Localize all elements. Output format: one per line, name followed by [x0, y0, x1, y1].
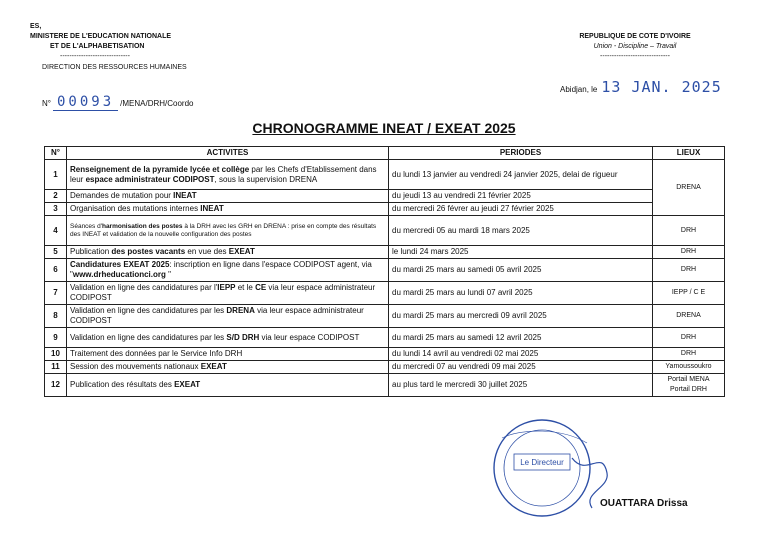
table-row — [45, 361, 725, 374]
table-row — [45, 190, 725, 203]
activity-cell-text: harmonisation des postes — [101, 222, 183, 230]
row-number: 2 — [45, 190, 67, 203]
header-activities: ACTIVITES — [67, 147, 389, 160]
row-number: 1 — [45, 160, 67, 190]
reference-suffix: /MENA/DRH/Coordo — [120, 99, 194, 108]
activity-cell-text: EXEAT — [174, 380, 201, 389]
header-left — [30, 22, 171, 62]
activity-cell — [67, 328, 389, 348]
place-cell: DRH — [653, 216, 725, 246]
table-row — [45, 160, 725, 190]
activity-cell-text: Traitement des données par le Service Info DRH — [70, 349, 243, 358]
period-cell-text: du mardi 25 mars au mercredi 09 avril 2025 — [392, 311, 547, 320]
period-cell — [389, 348, 653, 361]
table-row — [45, 348, 725, 361]
header-right — [560, 32, 710, 62]
seal-text: Le Directeur — [520, 458, 564, 467]
activity-cell-text: Validation en ligne des candidatures par les — [70, 306, 227, 315]
activity-cell — [67, 305, 389, 328]
period-cell — [389, 246, 653, 259]
header-places: LIEUX — [653, 147, 725, 160]
row-number: 3 — [45, 203, 67, 216]
period-cell-text: du mardi 25 mars au samedi 05 avril 2025 — [392, 265, 542, 274]
activity-cell — [67, 246, 389, 259]
activity-cell-text: Session des mouvements nationaux — [70, 362, 201, 371]
period-cell-text: du mardi 25 mars au samedi 12 avril 2025 — [392, 332, 542, 342]
table-row — [45, 305, 725, 328]
header-num: N° — [45, 147, 67, 160]
period-cell-text: du mardi 25 mars au lundi 07 avril 2025 — [392, 288, 533, 297]
document-title: CHRONOGRAMME INEAT / EXEAT 2025 — [252, 120, 516, 136]
activity-cell — [67, 203, 389, 216]
row-number: 4 — [45, 216, 67, 246]
ministry-line-2: ET DE L'ALPHABETISATION — [50, 43, 145, 50]
period-cell — [389, 305, 653, 328]
activity-cell-text: INEAT — [200, 204, 224, 213]
signatory-name: OUATTARA Drissa — [600, 498, 688, 509]
place-label: Abidjan, le — [560, 85, 598, 94]
row-number: 11 — [45, 361, 67, 374]
activity-cell — [67, 190, 389, 203]
activity-cell-text: via leur espace CODIPOST — [259, 332, 360, 342]
row-number: 6 — [45, 259, 67, 282]
activity-cell-text: Publication — [70, 247, 112, 256]
row-number: 5 — [45, 246, 67, 259]
activity-cell-text: espace administrateur CODIPOST — [85, 174, 215, 184]
activity-cell-text: DRENA — [226, 306, 255, 315]
place-cell: DRENA — [653, 160, 725, 216]
period-cell — [389, 216, 653, 246]
table-row — [45, 246, 725, 259]
activity-cell — [67, 361, 389, 374]
table-row — [45, 203, 725, 216]
period-cell-text: du mercredi 07 au vendredi 09 mai 2025 — [392, 362, 536, 371]
table-body — [45, 160, 725, 397]
header-periods: PERIODES — [389, 147, 653, 160]
reference-stamp: 00093 — [53, 94, 118, 111]
activity-cell-text: via leur espace administrateur CODIPOST — [70, 306, 364, 325]
place-date — [560, 78, 722, 96]
activity-cell — [67, 259, 389, 282]
activity-cell-text: CE — [255, 283, 267, 292]
row-number: 8 — [45, 305, 67, 328]
table-row — [45, 328, 725, 348]
activity-cell-text: INEAT — [173, 191, 197, 200]
period-cell — [389, 374, 653, 397]
table-row — [45, 216, 725, 246]
place-cell: Portail MENA Portail DRH — [653, 374, 725, 397]
activity-cell-text: , sous la supervision DRENA — [214, 174, 318, 184]
direction-label: DIRECTION DES RESSOURCES HUMAINES — [42, 64, 187, 71]
activity-cell-text: Renseignement de la pyramide lycée et collège — [70, 164, 250, 174]
table-header-row — [45, 147, 725, 160]
activity-cell-text: Séances d' — [70, 222, 102, 230]
period-cell — [389, 190, 653, 203]
period-cell — [389, 361, 653, 374]
activity-cell — [67, 216, 389, 246]
period-cell — [389, 282, 653, 305]
activity-cell-text: à la DRH avec les GRH en DRENA : prise en compte des résultats des INEAT et validation de la nouvelle configuration des postes — [70, 222, 377, 238]
table-row — [45, 259, 725, 282]
ministry-line-1: MINISTERE DE L'EDUCATION NATIONALE — [30, 33, 172, 40]
activity-cell-text: des postes vacants — [111, 247, 186, 256]
activity-cell — [67, 348, 389, 361]
motto-label: Union - Discipline – Travail — [593, 43, 677, 50]
place-cell: IEPP / C E — [653, 282, 725, 305]
row-number: 12 — [45, 374, 67, 397]
official-seal — [462, 418, 612, 528]
row-number: 7 — [45, 282, 67, 305]
header-es: ES, — [30, 23, 42, 30]
republic-label: REPUBLIQUE DE COTE D'IVOIRE — [579, 33, 691, 40]
activity-cell-text: IEPP — [217, 283, 236, 292]
activity-cell — [67, 282, 389, 305]
activity-cell-text: Validation en ligne des candidatures par les — [70, 332, 227, 342]
period-cell — [389, 160, 653, 190]
activity-cell-text: Publication des résultats des — [70, 380, 175, 389]
activity-cell-text: EXEAT — [228, 247, 255, 256]
period-cell — [389, 203, 653, 216]
header-left-dots: ------------------------------ — [60, 53, 130, 60]
reference-prefix: N° — [42, 99, 51, 108]
period-cell-text: du mercredi 05 au mardi 18 mars 2025 — [392, 225, 530, 235]
reference-number — [42, 94, 194, 111]
table-row — [45, 374, 725, 397]
period-cell-text: du lundi 14 avril au vendredi 02 mai 2025 — [392, 349, 539, 358]
activity-cell-text: par les Chefs d'Etablissement dans leur — [70, 164, 377, 184]
period-cell-text: le lundi 24 mars 2025 — [392, 247, 469, 256]
activity-cell-text: Candidatures EXEAT 2025 — [70, 260, 170, 269]
activity-cell — [67, 160, 389, 190]
period-cell-text: du mercredi 26 févrer au jeudi 27 février 2025 — [392, 204, 554, 213]
activity-cell-text: en vue des — [185, 247, 229, 256]
period-cell — [389, 328, 653, 348]
activity-cell — [67, 374, 389, 397]
place-cell: Yamoussoukro — [653, 361, 725, 374]
period-cell — [389, 259, 653, 282]
activity-cell-text: Demandes de mutation pour — [70, 191, 174, 200]
activity-cell-text: Validation en ligne des candidatures par l' — [70, 283, 218, 292]
place-cell: DRH — [653, 328, 725, 348]
period-cell-text: au plus tard le mercredi 30 juillet 2025 — [392, 380, 528, 389]
schedule-table — [44, 146, 725, 397]
table-row — [45, 282, 725, 305]
activity-cell-text: Organisation des mutations internes — [70, 204, 201, 213]
place-cell: DRH — [653, 259, 725, 282]
activity-cell-text: via leur espace administrateur CODIPOST — [70, 283, 376, 302]
place-cell: DRENA — [653, 305, 725, 328]
activity-cell-text: EXEAT — [200, 362, 227, 371]
header-right-dots: ------------------------------ — [600, 53, 670, 60]
period-cell-text: du lundi 13 janvier au vendredi 24 janvier 2025, delai de rigueur — [392, 169, 618, 179]
place-cell: DRH — [653, 348, 725, 361]
activity-cell-text: : inscription en ligne dans l'espace CODIPOST agent, via " — [70, 260, 372, 279]
date-stamp: 13 JAN. 2025 — [601, 78, 722, 96]
row-number: 10 — [45, 348, 67, 361]
activity-cell-text: " — [165, 270, 171, 279]
activity-cell-text: www.drheducationci.org — [72, 270, 166, 279]
row-number: 9 — [45, 328, 67, 348]
activity-cell-text: et le — [235, 283, 256, 292]
period-cell-text: du jeudi 13 au vendredi 21 février 2025 — [392, 191, 531, 200]
place-cell: DRH — [653, 246, 725, 259]
activity-cell-text: S/D DRH — [226, 332, 260, 342]
